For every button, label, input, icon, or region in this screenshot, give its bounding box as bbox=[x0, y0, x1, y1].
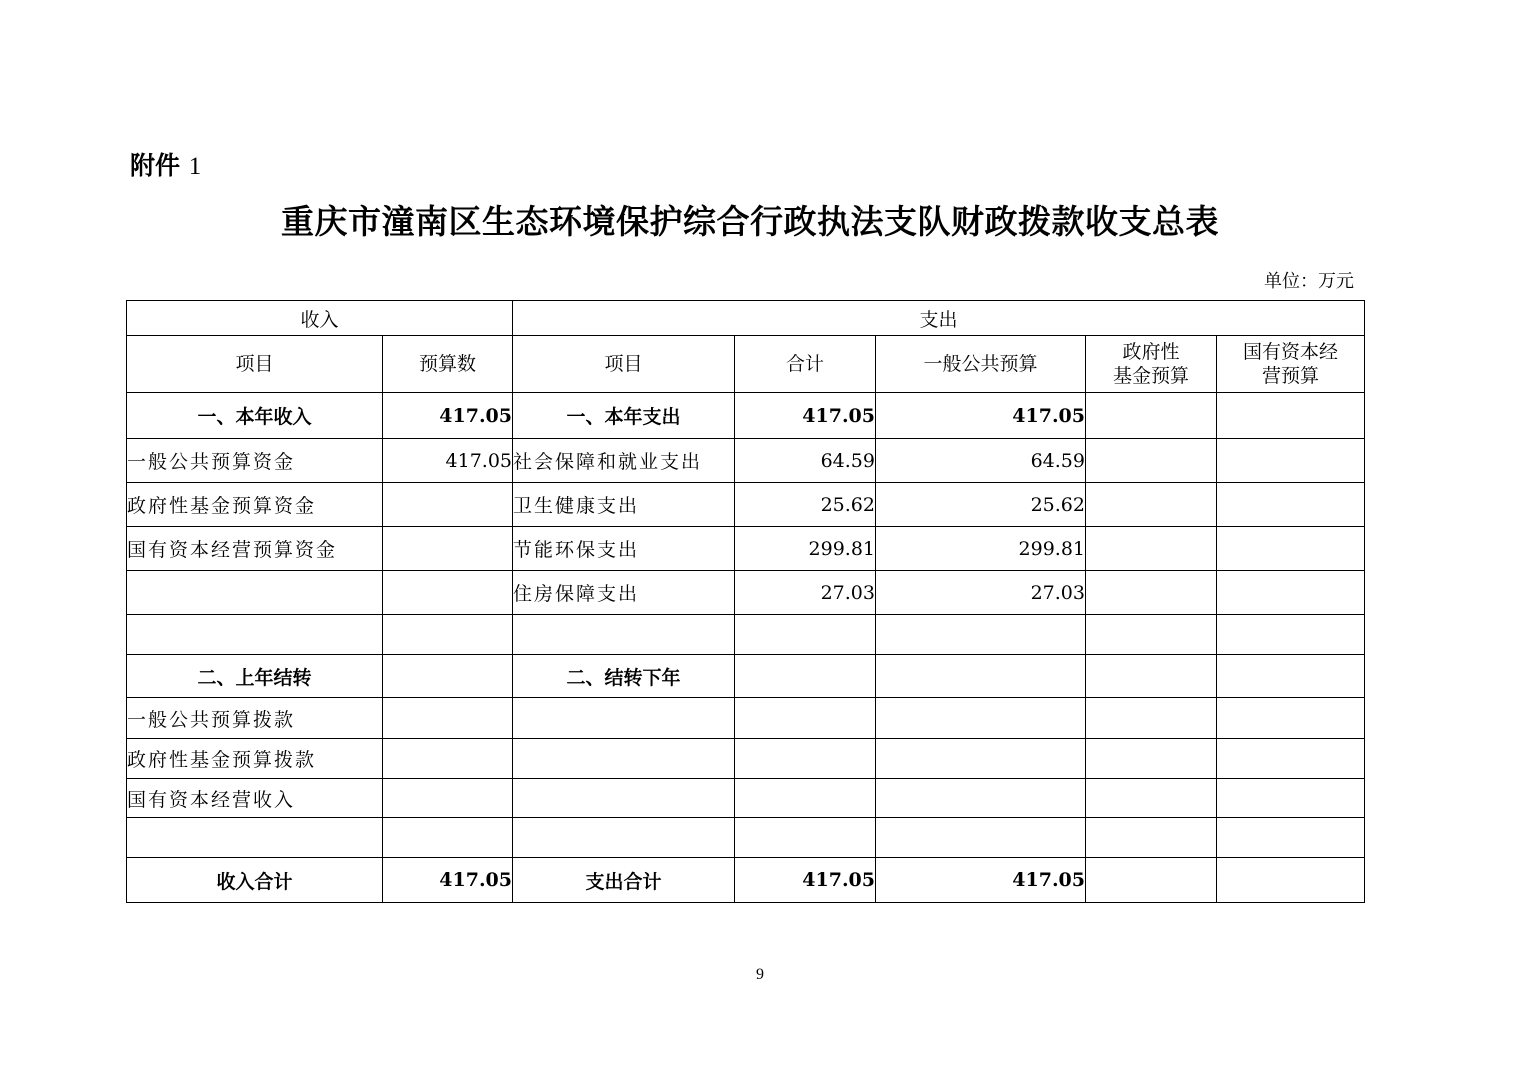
expense-item-cell bbox=[513, 615, 735, 655]
income-budget-cell: 417.05 bbox=[383, 439, 513, 483]
total-cell: 417.05 bbox=[735, 858, 876, 903]
gov-fund-cell bbox=[1086, 655, 1217, 698]
expense-item-cell bbox=[513, 779, 735, 818]
income-item-cell: 国有资本经营收入 bbox=[127, 779, 383, 818]
income-group-header: 收入 bbox=[127, 301, 513, 336]
column-header-row bbox=[127, 336, 1365, 393]
col-header-expense-item: 项目 bbox=[513, 336, 735, 393]
gov-fund-cell bbox=[1086, 858, 1217, 903]
attachment-label-text: 附件 bbox=[130, 151, 181, 180]
page-number: 9 bbox=[756, 966, 764, 983]
col-header-total: 合计 bbox=[735, 336, 876, 393]
table-row bbox=[127, 571, 1365, 615]
income-item-cell: 一、本年收入 bbox=[127, 393, 383, 439]
income-item-cell bbox=[127, 615, 383, 655]
state-capital-cell bbox=[1217, 483, 1365, 527]
expense-item-cell: 节能环保支出 bbox=[513, 527, 735, 571]
income-budget-cell bbox=[383, 739, 513, 779]
general-budget-cell: 27.03 bbox=[876, 571, 1086, 615]
expense-total-label: 支出合计 bbox=[513, 858, 735, 903]
state-capital-cell bbox=[1217, 393, 1365, 439]
attachment-label bbox=[130, 146, 201, 182]
col-header-income-item: 项目 bbox=[127, 336, 383, 393]
total-cell: 417.05 bbox=[735, 393, 876, 439]
table-row-total bbox=[127, 858, 1365, 903]
col-header-general-budget: 一般公共预算 bbox=[876, 336, 1086, 393]
income-budget-cell bbox=[383, 571, 513, 615]
income-item-cell: 政府性基金预算拨款 bbox=[127, 739, 383, 779]
income-budget-cell bbox=[383, 698, 513, 739]
income-budget-cell bbox=[383, 483, 513, 527]
general-budget-cell: 64.59 bbox=[876, 439, 1086, 483]
gov-fund-cell bbox=[1086, 483, 1217, 527]
table-row bbox=[127, 818, 1365, 858]
gov-fund-cell bbox=[1086, 739, 1217, 779]
general-budget-cell: 417.05 bbox=[876, 858, 1086, 903]
table-row bbox=[127, 739, 1365, 779]
state-capital-cell bbox=[1217, 615, 1365, 655]
general-budget-cell bbox=[876, 818, 1086, 858]
col-header-gov-fund-line2: 基金预算 bbox=[1112, 365, 1189, 387]
total-cell: 64.59 bbox=[735, 439, 876, 483]
income-item-cell: 二、上年结转 bbox=[127, 655, 383, 698]
table-row bbox=[127, 527, 1365, 571]
general-budget-cell bbox=[876, 698, 1086, 739]
state-capital-cell bbox=[1217, 739, 1365, 779]
income-budget-cell bbox=[383, 527, 513, 571]
total-cell bbox=[735, 615, 876, 655]
gov-fund-cell bbox=[1086, 779, 1217, 818]
expense-item-cell: 卫生健康支出 bbox=[513, 483, 735, 527]
total-cell bbox=[735, 698, 876, 739]
total-cell bbox=[735, 779, 876, 818]
expense-item-cell: 二、结转下年 bbox=[513, 655, 735, 698]
general-budget-cell: 25.62 bbox=[876, 483, 1086, 527]
state-capital-cell bbox=[1217, 698, 1365, 739]
gov-fund-cell bbox=[1086, 615, 1217, 655]
col-header-state-capital-line1: 国有资本经 bbox=[1242, 341, 1338, 363]
income-item-cell: 国有资本经营预算资金 bbox=[127, 527, 383, 571]
general-budget-cell bbox=[876, 779, 1086, 818]
income-item-cell: 一般公共预算拨款 bbox=[127, 698, 383, 739]
state-capital-cell bbox=[1217, 818, 1365, 858]
total-cell: 25.62 bbox=[735, 483, 876, 527]
general-budget-cell bbox=[876, 615, 1086, 655]
income-budget-cell bbox=[383, 779, 513, 818]
budget-table bbox=[126, 300, 1365, 903]
gov-fund-cell bbox=[1086, 439, 1217, 483]
total-cell bbox=[735, 818, 876, 858]
income-budget-total: 417.05 bbox=[383, 858, 513, 903]
table-row bbox=[127, 655, 1365, 698]
general-budget-cell: 417.05 bbox=[876, 393, 1086, 439]
expense-item-cell bbox=[513, 739, 735, 779]
gov-fund-cell bbox=[1086, 527, 1217, 571]
table-row bbox=[127, 439, 1365, 483]
income-total-label: 收入合计 bbox=[127, 858, 383, 903]
document-title: 重庆市潼南区生态环境保护综合行政执法支队财政拨款收支总表 bbox=[281, 202, 1219, 241]
col-header-state-capital-line2: 营预算 bbox=[1261, 365, 1319, 387]
expense-item-cell bbox=[513, 698, 735, 739]
total-cell: 27.03 bbox=[735, 571, 876, 615]
gov-fund-cell bbox=[1086, 571, 1217, 615]
expense-item-cell: 社会保障和就业支出 bbox=[513, 439, 735, 483]
col-header-state-capital bbox=[1217, 336, 1365, 393]
attachment-number: 1 bbox=[188, 153, 202, 180]
table-row bbox=[127, 698, 1365, 739]
unit-label: 单位：万元 bbox=[1264, 271, 1354, 292]
income-budget-cell bbox=[383, 655, 513, 698]
state-capital-cell bbox=[1217, 571, 1365, 615]
group-header-row bbox=[127, 301, 1365, 336]
total-cell bbox=[735, 655, 876, 698]
gov-fund-cell bbox=[1086, 818, 1217, 858]
state-capital-cell bbox=[1217, 527, 1365, 571]
expense-item-cell bbox=[513, 818, 735, 858]
income-item-cell: 政府性基金预算资金 bbox=[127, 483, 383, 527]
expense-item-cell: 一、本年支出 bbox=[513, 393, 735, 439]
income-budget-cell bbox=[383, 615, 513, 655]
gov-fund-cell bbox=[1086, 698, 1217, 739]
col-header-gov-fund-line1: 政府性 bbox=[1122, 341, 1180, 363]
state-capital-cell bbox=[1217, 655, 1365, 698]
state-capital-cell bbox=[1217, 858, 1365, 903]
general-budget-cell: 299.81 bbox=[876, 527, 1086, 571]
state-capital-cell bbox=[1217, 439, 1365, 483]
general-budget-cell bbox=[876, 655, 1086, 698]
income-budget-cell: 417.05 bbox=[383, 393, 513, 439]
table-row bbox=[127, 483, 1365, 527]
total-cell: 299.81 bbox=[735, 527, 876, 571]
table-row bbox=[127, 779, 1365, 818]
gov-fund-cell bbox=[1086, 393, 1217, 439]
total-cell bbox=[735, 739, 876, 779]
col-header-gov-fund bbox=[1086, 336, 1217, 393]
col-header-income-budget: 预算数 bbox=[383, 336, 513, 393]
income-item-cell bbox=[127, 571, 383, 615]
expense-group-header: 支出 bbox=[513, 301, 1365, 336]
table-row bbox=[127, 393, 1365, 439]
income-item-cell: 一般公共预算资金 bbox=[127, 439, 383, 483]
expense-item-cell: 住房保障支出 bbox=[513, 571, 735, 615]
state-capital-cell bbox=[1217, 779, 1365, 818]
income-item-cell bbox=[127, 818, 383, 858]
income-budget-cell bbox=[383, 818, 513, 858]
general-budget-cell bbox=[876, 739, 1086, 779]
table-row bbox=[127, 615, 1365, 655]
